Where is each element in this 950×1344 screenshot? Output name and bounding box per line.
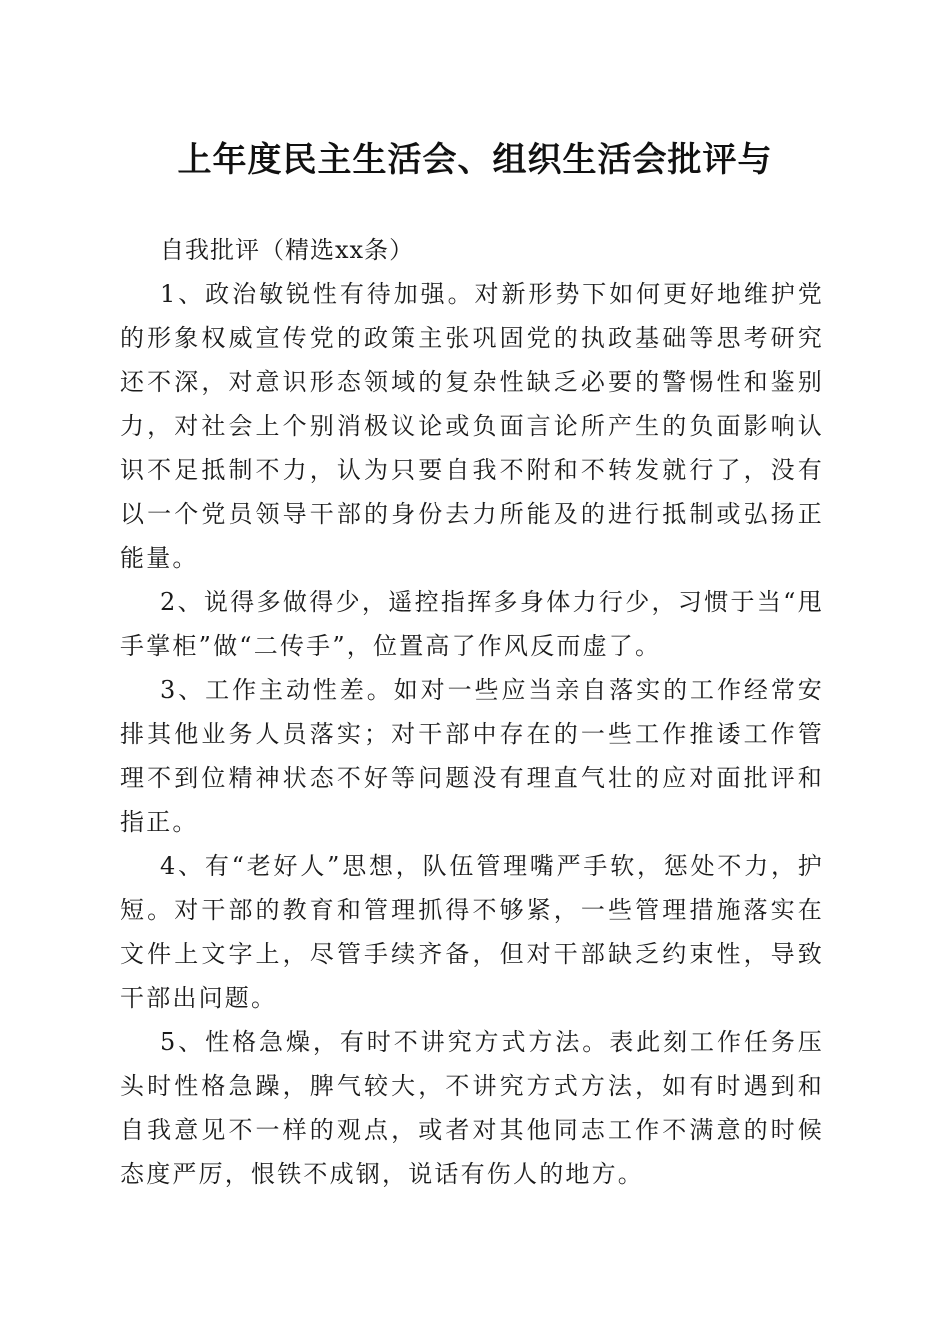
document-body bbox=[120, 228, 824, 1196]
document-subtitle: 自我批评（精选xx条） bbox=[160, 236, 415, 264]
paragraph-4: 4、有“老好人”思想，队伍管理嘴严手软，惩处不力，护短。对干部的教育和管理抓得不够紧，一些管理措施落实在文件上文字上，尽管手续齐备，但对干部缺乏约束性，导致干部出问题。 bbox=[120, 852, 824, 1012]
paragraph-1: 1、政治敏锐性有待加强。对新形势下如何更好地维护党的形象权威宣传党的政策主张巩固党的执政基础等思考研究还不深，对意识形态领域的复杂性缺乏必要的警惕性和鉴别力，对社会上个别消极议论或负面言论所产生的负面影响认识不足抵制不力，认为只要自我不附和不转发就行了，没有以一个党员领导干部的身份去力所能及的进行抵制或弘扬正能量。 bbox=[120, 280, 824, 572]
paragraph-2: 2、说得多做得少，遥控指挥多身体力行少，习惯于当“甩手掌柜”做“二传手”，位置高了作风反而虚了。 bbox=[120, 588, 824, 660]
paragraph-3: 3、工作主动性差。如对一些应当亲自落实的工作经常安排其他业务人员落实；对干部中存在的一些工作推诿工作管理不到位精神状态不好等问题没有理直气壮的应对面批评和指正。 bbox=[120, 676, 824, 836]
paragraph-5: 5、性格急燥，有时不讲究方式方法。表此刻工作任务压头时性格急躁，脾气较大，不讲究方式方法，如有时遇到和自我意见不一样的观点，或者对其他同志工作不满意的时候态度严厉，恨铁不成钢，说话有伤人的地方。 bbox=[120, 1028, 824, 1188]
document-title: 上年度民主生活会、组织生活会批评与 bbox=[177, 140, 773, 180]
